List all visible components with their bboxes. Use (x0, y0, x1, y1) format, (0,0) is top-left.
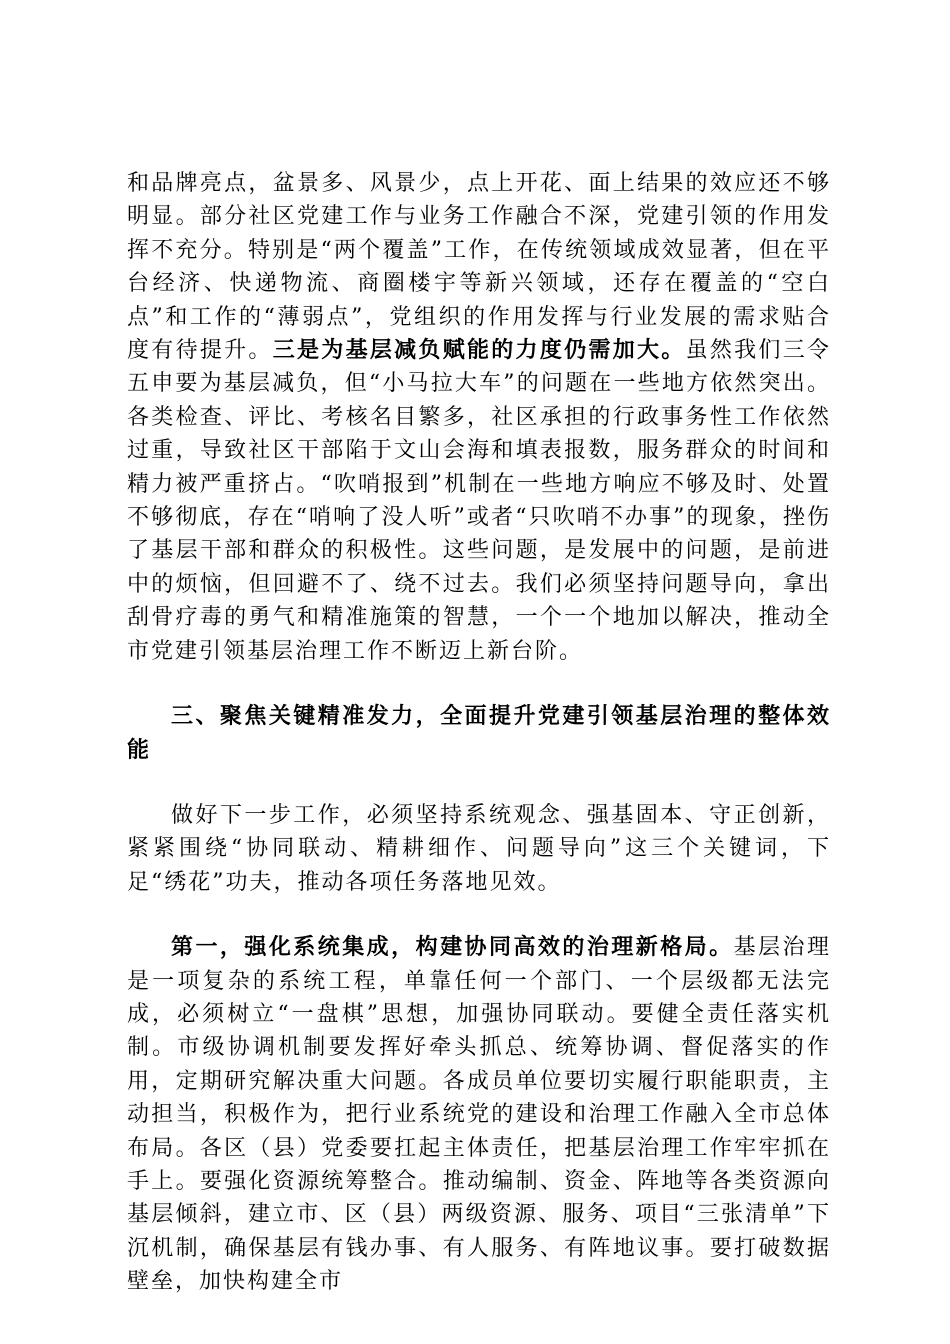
section-heading: 三、聚焦关键精准发力，全面提升党建引领基层治理的整体效能 (127, 704, 831, 763)
paragraph-intro: 做好下一步工作，必须坚持系统观念、强基固本、守正创新，紧紧围绕“协同联动、精耕细作、问题导向”这三个关键词，下足“绣花”功夫，推动各项任务落地见效。 (127, 802, 831, 895)
paragraph-bold-lead: 三是为基层减负赋能的力度仍需加大。 (272, 338, 686, 364)
paragraph-problems-continued (127, 167, 831, 668)
paragraph-bold-lead: 第一，强化系统集成，构建协同高效的治理新格局。 (171, 935, 734, 961)
paragraph-text: 虽然我们三令五申要为基层减负，但“小马拉大车”的问题在一些地方依然突出。各类检查、评比、考核名目繁多，社区承担的行政事务性工作依然过重，导致社区干部陷于文山会海和填表报数，服务群众的时间和精力被严重挤占。“吹哨报到”机制在一些地方响应不够及时、处置不够彻底，存在“哨响了没人听”或者“只吹哨不办事”的现象，挫伤了基层干部和群众的积极性。这些问题，是发展中的问题，是前进中的烦恼，但回避不了、绕不过去。我们必须坚持问题导向，拿出刮骨疗毒的勇气和精准施策的智慧，一个一个地加以解决，推动全市党建引领基层治理工作不断迈上新台阶。 (127, 338, 831, 664)
document-page (127, 167, 831, 1299)
paragraph-text: 和品牌亮点，盆景多、风景少，点上开花、面上结果的效应还不够明显。部分社区党建工作与业务工作融合不深，党建引领的作用发挥不充分。特别是“两个覆盖”工作，在传统领域成效显著，但在平台经济、快递物流、商圈楼宇等新兴领域，还存在覆盖的“空白点”和工作的“薄弱点”，党组织的作用发挥与行业发展的需求贴合度有待提升。 (127, 171, 831, 364)
paragraph-first-point (127, 931, 831, 1298)
paragraph-text: 基层治理是一项复杂的系统工程，单靠任何一个部门、一个层级都无法完成，必须树立“一盘棋”思想，加强协同联动。要健全责任落实机制。市级协调机制要发挥好牵头抓总、统筹协调、督促落实的作用，定期研究解决重大问题。各成员单位要切实履行职能职责，主动担当，积极作为，把行业系统党的建设和治理工作融入全市总体布局。各区（县）党委要扛起主体责任，把基层治理工作牢牢抓在手上。要强化资源统筹整合。推动编制、资金、阵地等各类资源向基层倾斜，建立市、区（县）两级资源、服务、项目“三张清单”下沉机制，确保基层有钱办事、有人服务、有阵地议事。要打破数据壁垒，加快构建全市 (127, 935, 831, 1295)
